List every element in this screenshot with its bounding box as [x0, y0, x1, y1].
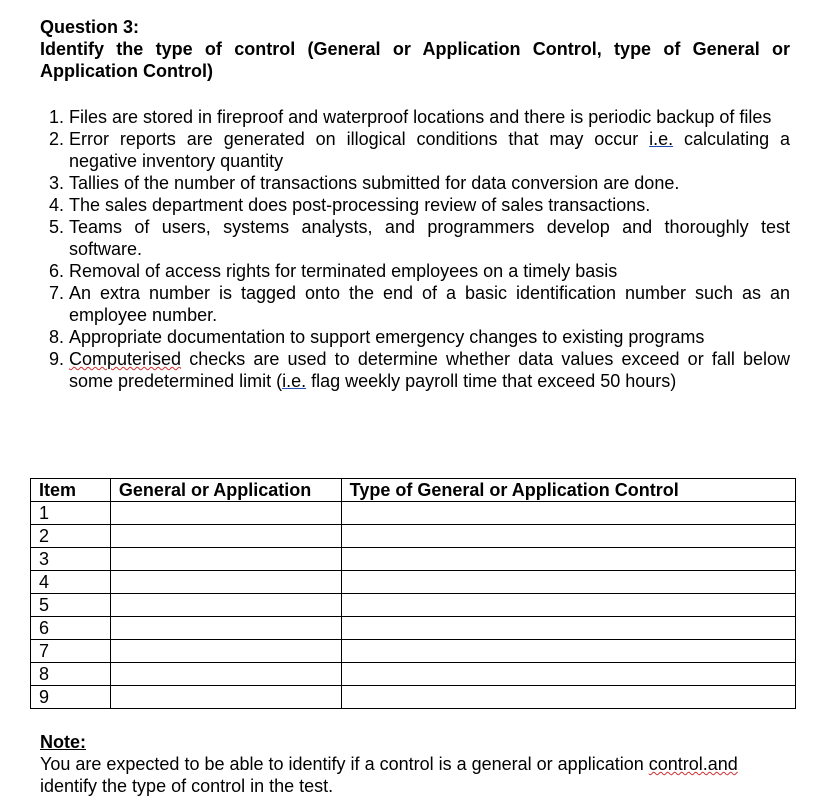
- table-row: [31, 663, 796, 686]
- cell-item: 2: [31, 525, 111, 548]
- cell-general-or-application: [110, 571, 341, 594]
- cell-item: 5: [31, 594, 111, 617]
- cell-type: [341, 617, 795, 640]
- table-row: [31, 525, 796, 548]
- table-row: [31, 571, 796, 594]
- cell-item: 1: [31, 502, 111, 525]
- note-section: [40, 731, 790, 797]
- cell-item: 3: [31, 548, 111, 571]
- cell-general-or-application: [110, 502, 341, 525]
- cell-general-or-application: [110, 594, 341, 617]
- cell-general-or-application: [110, 548, 341, 571]
- cell-general-or-application: [110, 640, 341, 663]
- note-title: Note:: [40, 732, 86, 752]
- list-item: 6. Removal of access rights for terminated employees on a timely basis: [69, 260, 790, 282]
- list-item: 8. Appropriate documentation to support emergency changes to existing programs: [69, 326, 790, 348]
- list-item: 3. Tallies of the number of transactions submitted for data conversion are done.: [69, 172, 790, 194]
- table-row: [31, 548, 796, 571]
- table-row: [31, 686, 796, 709]
- cell-item: 8: [31, 663, 111, 686]
- cell-type: [341, 594, 795, 617]
- header-item: Item: [31, 479, 111, 502]
- question-instruction: Identify the type of control (General or Application Control, type of General or Application Control): [40, 39, 790, 81]
- abbr-ie: i.e.: [649, 129, 674, 149]
- cell-type: [341, 525, 795, 548]
- cell-type: [341, 571, 795, 594]
- list-item: 5. Teams of users, systems analysts, and programmers develop and thoroughly test software.: [69, 216, 790, 260]
- table-row: [31, 502, 796, 525]
- abbr-ie: i.e.: [282, 371, 307, 391]
- cell-type: [341, 502, 795, 525]
- cell-item: 9: [31, 686, 111, 709]
- note-text: You are expected to be able to identify if a control is a general or application control.and identify the type of control in the test.: [40, 754, 738, 796]
- list-item: 9. Computerised checks are used to determine whether data values exceed or fall below some predetermined limit (i.e. flag weekly payroll time that exceed 50 hours): [69, 348, 790, 392]
- cell-item: 7: [31, 640, 111, 663]
- cell-type: [341, 640, 795, 663]
- list-item: 2. Error reports are generated on illogical conditions that may occur i.e. calculating a negative inventory quantity: [69, 128, 790, 172]
- control-list: [40, 106, 790, 392]
- question-title: Question 3:: [40, 17, 140, 37]
- cell-general-or-application: [110, 663, 341, 686]
- cell-general-or-application: [110, 686, 341, 709]
- header-type-of-control: Type of General or Application Control: [341, 479, 795, 502]
- cell-type: [341, 548, 795, 571]
- cell-type: [341, 686, 795, 709]
- cell-item: 6: [31, 617, 111, 640]
- cell-general-or-application: [110, 525, 341, 548]
- table-row: [31, 594, 796, 617]
- cell-type: [341, 663, 795, 686]
- question-section: [40, 16, 790, 392]
- list-item: 1. Files are stored in fireproof and waterproof locations and there is periodic backup of files: [69, 106, 790, 128]
- table-row: [31, 617, 796, 640]
- table-row: [31, 640, 796, 663]
- list-item: 7. An extra number is tagged onto the end of a basic identification number such as an employee number.: [69, 282, 790, 326]
- cell-item: 4: [31, 571, 111, 594]
- spellcheck-word: Computerised: [69, 349, 182, 369]
- answer-table: [30, 478, 796, 709]
- spellcheck-word: control.and: [648, 754, 738, 774]
- cell-general-or-application: [110, 617, 341, 640]
- table-header-row: [31, 479, 796, 502]
- header-general-or-application: General or Application: [110, 479, 341, 502]
- list-item: 4. The sales department does post-processing review of sales transactions.: [69, 194, 790, 216]
